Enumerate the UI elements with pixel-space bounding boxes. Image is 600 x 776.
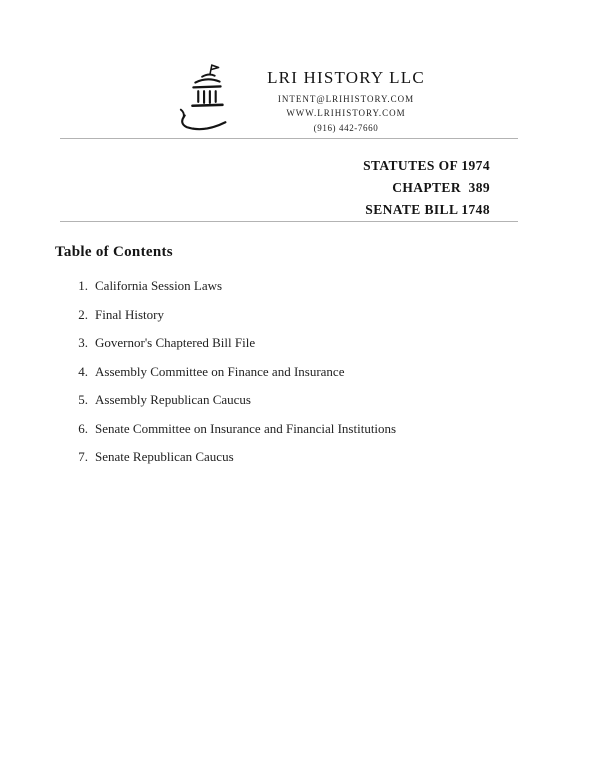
toc-item-number: 4. bbox=[78, 363, 88, 379]
toc-item bbox=[70, 392, 540, 408]
toc-item bbox=[70, 278, 540, 294]
company-identity bbox=[267, 60, 425, 133]
toc-list bbox=[55, 278, 540, 465]
capitol-sketch-icon bbox=[175, 62, 239, 138]
toc-item bbox=[70, 421, 540, 437]
divider-bottom bbox=[60, 221, 518, 222]
senate-bill-line: SENATE BILL 1748 bbox=[365, 202, 490, 217]
toc-item-label: California Session Laws bbox=[95, 278, 223, 293]
toc-item bbox=[70, 449, 540, 465]
toc-item bbox=[70, 364, 540, 380]
company-email: INTENT@LRIHISTORY.COM bbox=[277, 94, 415, 104]
divider-top bbox=[60, 138, 518, 139]
table-of-contents bbox=[55, 244, 540, 465]
toc-item-label: Assembly Republican Caucus bbox=[95, 392, 251, 407]
toc-item bbox=[70, 307, 540, 323]
toc-item-label: Assembly Committee on Finance and Insurance bbox=[95, 363, 345, 379]
toc-item bbox=[70, 335, 540, 351]
statute-reference-block bbox=[0, 155, 600, 221]
company-name: LRI HISTORY LLC bbox=[267, 68, 425, 87]
company-phone: (916) 442-7660 bbox=[313, 123, 379, 133]
toc-item-label: Governor's Chaptered Bill File bbox=[95, 335, 256, 350]
toc-item-number: 2. bbox=[78, 306, 88, 322]
toc-item-number: 3. bbox=[78, 335, 88, 350]
toc-item-number: 1. bbox=[78, 278, 88, 293]
toc-item-number: 5. bbox=[78, 392, 88, 407]
toc-item-number: 6. bbox=[78, 420, 88, 436]
chapter-line: CHAPTER 389 bbox=[392, 180, 490, 195]
toc-item-label: Senate Committee on Insurance and Financial Institutions bbox=[95, 420, 397, 436]
statutes-line: STATUTES OF 1974 bbox=[363, 158, 490, 173]
toc-item-label: Senate Republican Caucus bbox=[95, 449, 234, 464]
letterhead bbox=[0, 0, 600, 138]
toc-item-label: Final History bbox=[95, 306, 164, 322]
toc-title: Table of Contents bbox=[55, 244, 173, 260]
company-website: WWW.LRIHISTORY.COM bbox=[286, 108, 406, 118]
toc-item-number: 7. bbox=[78, 449, 88, 464]
